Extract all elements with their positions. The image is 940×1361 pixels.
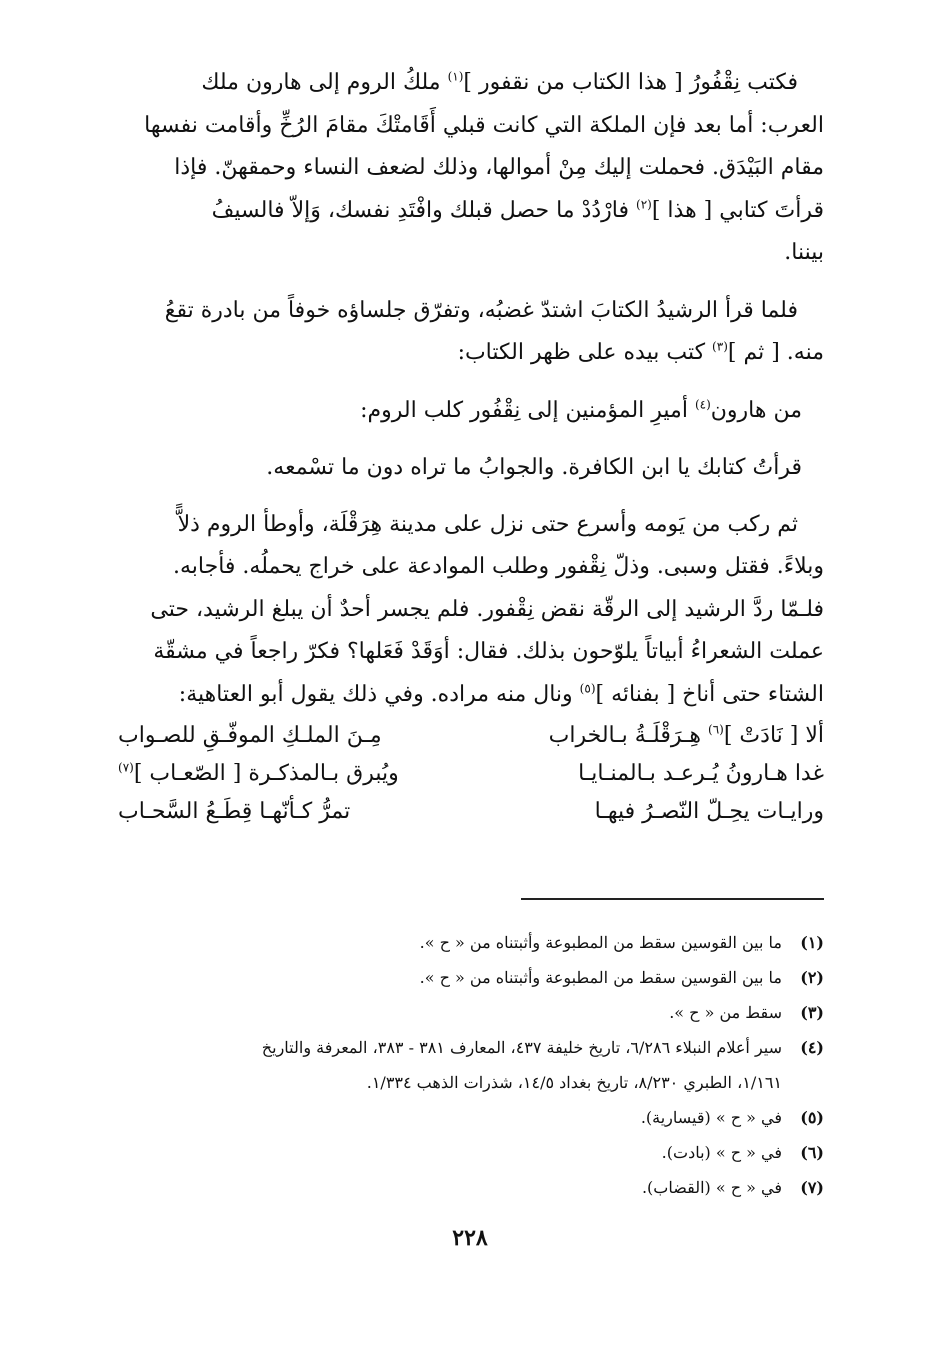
text-line: بيننا. (784, 240, 824, 265)
poem-hemistich-second (118, 755, 454, 793)
text-line: وبلاءً. فقتل وسبى. وذلّ نِقْفور وطلب الموادعة على خراج يحملُه. فأجابه. (173, 554, 824, 579)
text-line (118, 190, 824, 233)
footnotes (118, 925, 824, 1205)
text-line (118, 674, 824, 717)
text-line (118, 332, 824, 375)
paragraph-1 (118, 62, 824, 275)
footnote (118, 1170, 824, 1205)
text-span: قرأتَ كتابي [ هذا ] (651, 197, 824, 223)
footnote-text (118, 1030, 782, 1100)
footnote-line: ١/١٦١، الطبري ٨/٢٣٠، تاريخ بغداد ١٤/٥، شذرات الذهب ١/٣٣٤. (366, 1073, 782, 1092)
footnote-text: ما بين القوسين سقط من المطبوعة وأثبتناه من « ح ». (419, 933, 782, 952)
poem-verse (118, 717, 824, 755)
footnote-line: سير أعلام النبلاء ٦/٢٨٦، تاريخ خليفة ٤٣٧، المعارف ٣٨١ - ٣٨٣، المعرفة والتاريخ (261, 1038, 782, 1057)
poem-hemistich-second (118, 717, 454, 755)
text-span: كتب بيده على ظهر الكتاب: (457, 340, 713, 365)
footnote-number: (١) (800, 933, 824, 952)
page-number: ٢٢٨ (452, 1225, 488, 1251)
text-span: ويُبرق بـالمذكـرة [ الصّعـاب ] (133, 761, 399, 786)
text-line: العرب: أما بعد فإن الملكة التي كانت قبلي أَقَامتْكَ مقامَ الرُخِّ وأقامت نفسها (144, 112, 824, 138)
footnote-text: في « ح » (القضاب). (641, 1178, 782, 1197)
main-text (118, 62, 824, 831)
text-line: عملت الشعراءُ أبياتاً يلوّحون بذلك. فقال: أوَقَدْ فَعَلها؟ فكرّ راجعاً في مشقّة (153, 639, 824, 664)
footnote-text: سقط من « ح ». (669, 1003, 782, 1022)
footnote-number: (٧) (800, 1178, 824, 1197)
text-line: فلما قرأ الرشيدُ الكتابَ اشتدّ غضبُه، وتفرّق جلساؤه خوفاً من بادرة تقعُ (164, 297, 798, 323)
footnote-ref[interactable]: (٢) (636, 197, 652, 212)
text-span: منه. [ ثم ] (727, 340, 824, 365)
text-span: ملكُ الروم إلى هارون ملك (201, 70, 448, 95)
footnote (118, 995, 824, 1030)
text-line (118, 62, 824, 105)
text-line: مقام البَيْدَق. فحملت إليك مِنْ أموالها، وذلك لضعف النساء وحمقهنّ. فإذا (174, 155, 824, 180)
paragraph-2 (118, 290, 824, 375)
text-line: ثم ركب من يَومه وأسرع حتى نزل على مدينة هِرَقْلَة، وأوطأ الروم ذلاًّ (177, 511, 798, 537)
paragraph-5 (118, 504, 824, 717)
footnote (118, 1100, 824, 1135)
text-span: ونال منه مراده. وفي ذلك يقول أبو العتاهية: (178, 681, 580, 707)
footnote-ref[interactable]: (٣) (712, 339, 728, 354)
text-line: فلـمّا ردَّ الرشيد إلى الرقّة نقض نِقْفور. فلم يجسر أحدٌ أن يبلغ الرشيد، حتى (150, 596, 824, 622)
poem-hemistich-first (488, 793, 824, 831)
text-span: ورايـات يحِـلّ النّصـرُ فيهـا (594, 799, 824, 824)
footnote-text: في « ح » (بادت). (661, 1143, 782, 1162)
footnote (118, 1135, 824, 1170)
poem-verse (118, 755, 824, 793)
text-span: فكتب نِقْفُورُ [ هذا الكتاب من نقفور ] (463, 70, 798, 95)
footnote (118, 960, 824, 995)
footnote-number: (٤) (800, 1038, 824, 1057)
text-span: الشتاء حتى أناخ [ بفنائه ] (595, 681, 824, 707)
text-span: من هارون (710, 397, 802, 423)
footnote-text: ما بين القوسين سقط من المطبوعة وأثبتناه من « ح ». (419, 968, 782, 987)
footnote-separator (521, 898, 824, 900)
poem-hemistich-first (488, 755, 824, 793)
footnote-number: (٦) (800, 1143, 824, 1162)
footnote-ref[interactable]: (٥) (579, 681, 596, 696)
footnote-ref[interactable]: (١) (447, 69, 464, 84)
footnote-ref[interactable]: (٧) (118, 760, 134, 775)
text-span: تمرُّ كـأنّهـا قِطَـعُ السَّحـاب (118, 799, 351, 824)
footnote (118, 925, 824, 960)
text-span: ألا [ نَادَتْ ] (723, 723, 824, 748)
footnote-ref[interactable]: (٤) (694, 397, 711, 412)
poem-hemistich-second (118, 793, 454, 831)
letter-body: قرأتُ كتابك يا ابن الكافرة. والجوابُ ما تراه دون ما تسْمعه. (266, 454, 802, 480)
text-span: هِـرَقْلَـةُ بـالخراب (548, 723, 709, 748)
footnote (118, 1030, 824, 1100)
text-span: أميرِ المؤمنين إلى نِقْفُور كلب الروم: (360, 397, 695, 423)
poem (118, 717, 824, 831)
footnote-text: في « ح » (قيسارية). (640, 1108, 782, 1127)
text-span: فارْدُدْ ما حصل قبلك وافْتَدِ نفسك، وَإلاّ فالسيفُ (211, 197, 637, 223)
letter-heading (118, 390, 824, 432)
footnote-ref[interactable]: (٦) (708, 722, 724, 737)
footnote-number: (٢) (800, 968, 824, 987)
poem-verse (118, 793, 824, 831)
footnote-number: (٥) (800, 1108, 824, 1127)
text-span: مِـنَ الملـكِ الموفّـقِ للصـواب (118, 723, 382, 748)
footnote-number: (٣) (800, 1003, 824, 1022)
poem-hemistich-first (488, 717, 824, 755)
text-span: غدا هـارونُ يُـرعـد بـالمنـايـا (578, 761, 824, 786)
